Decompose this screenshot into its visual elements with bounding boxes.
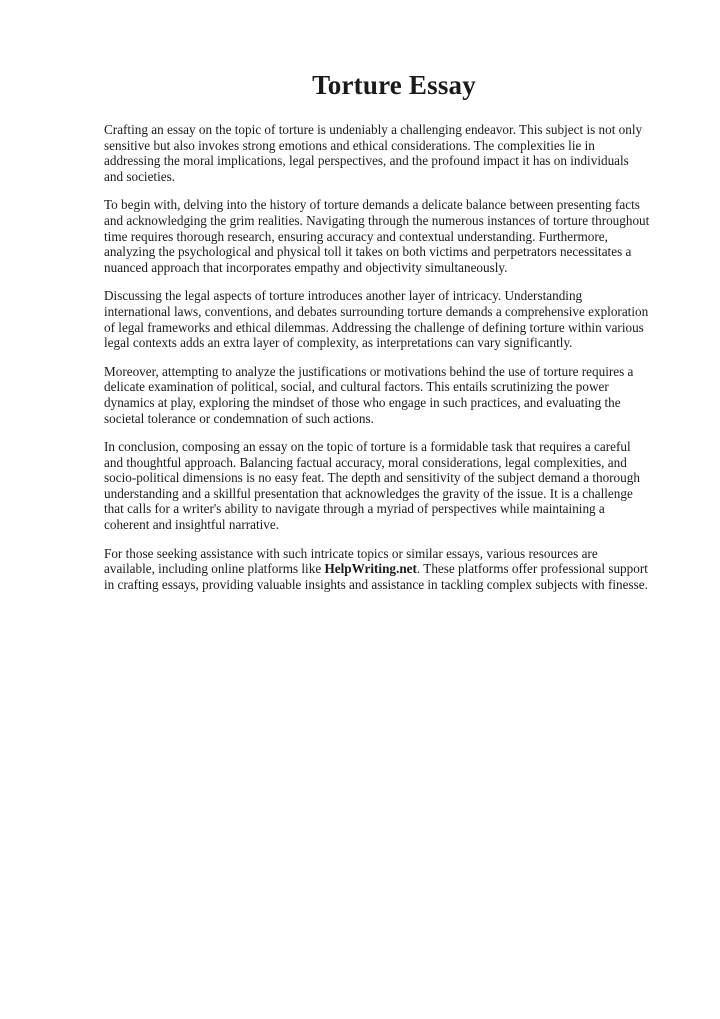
paragraph-intro: Crafting an essay on the topic of torture is undeniably a challenging endeavor. This subject is not only sensitive but also invokes strong emotions and ethical considerations. The complexities lie in addressing the moral implications, legal perspectives, and the profound impact it has on individuals and societies. bbox=[104, 122, 643, 184]
paragraph-motivations: Moreover, attempting to analyze the justifications or motivations behind the use of torture requires a delicate examination of political, social, and cultural factors. This entails scrutinizing the power dynamics at play, exploring the mindset of those who engage in such practices, and evaluating the societal tolerance or condemnation of such actions. bbox=[104, 363, 634, 426]
assistance-text-before: For those seeking assistance with such intricate topics or similar essays, various resources are available, including online platforms like bbox=[104, 545, 598, 577]
paragraph-assistance bbox=[104, 546, 650, 593]
assistance-text-after: . These platforms offer professional support in crafting essays, providing valuable insights and assistance in tackling complex subjects with finesse. bbox=[104, 561, 648, 592]
paragraph-history: To begin with, delving into the history of torture demands a delicate balance between presenting facts and acknowledging the grim realities. Navigating through the numerous instances of torture throughout time requires thorough research, ensuring accuracy and contextual understanding. Furthermore, analyzing the psychological and physical toll it takes on both victims and perpetrators necessitates a nuanced approach that incorporates empathy and objectivity simultaneously. bbox=[104, 197, 650, 275]
helpwriting-link[interactable]: HelpWriting.net bbox=[324, 561, 417, 577]
paragraph-conclusion: In conclusion, composing an essay on the topic of torture is a formidable task that requires a careful and thoughtful approach. Balancing factual accuracy, moral considerations, legal complexities, and socio-political dimensions is no easy feat. The depth and sensitivity of the subject demand a thorough understanding and a skillful presentation that acknowledges the gravity of the issue. It is a challenge that calls for a writer's ability to navigate through a myriad of perspectives while maintaining a coherent and insightful narrative. bbox=[104, 439, 640, 533]
paragraph-legal: Discussing the legal aspects of torture introduces another layer of intricacy. Understanding international laws, conventions, and debates surrounding torture demands a comprehensive exploration of legal frameworks and ethical dilemmas. Addressing the challenge of defining torture within various legal contexts adds an extra layer of complexity, as interpretations can vary significantly. bbox=[104, 288, 649, 351]
document-title: Torture Essay bbox=[312, 70, 476, 100]
